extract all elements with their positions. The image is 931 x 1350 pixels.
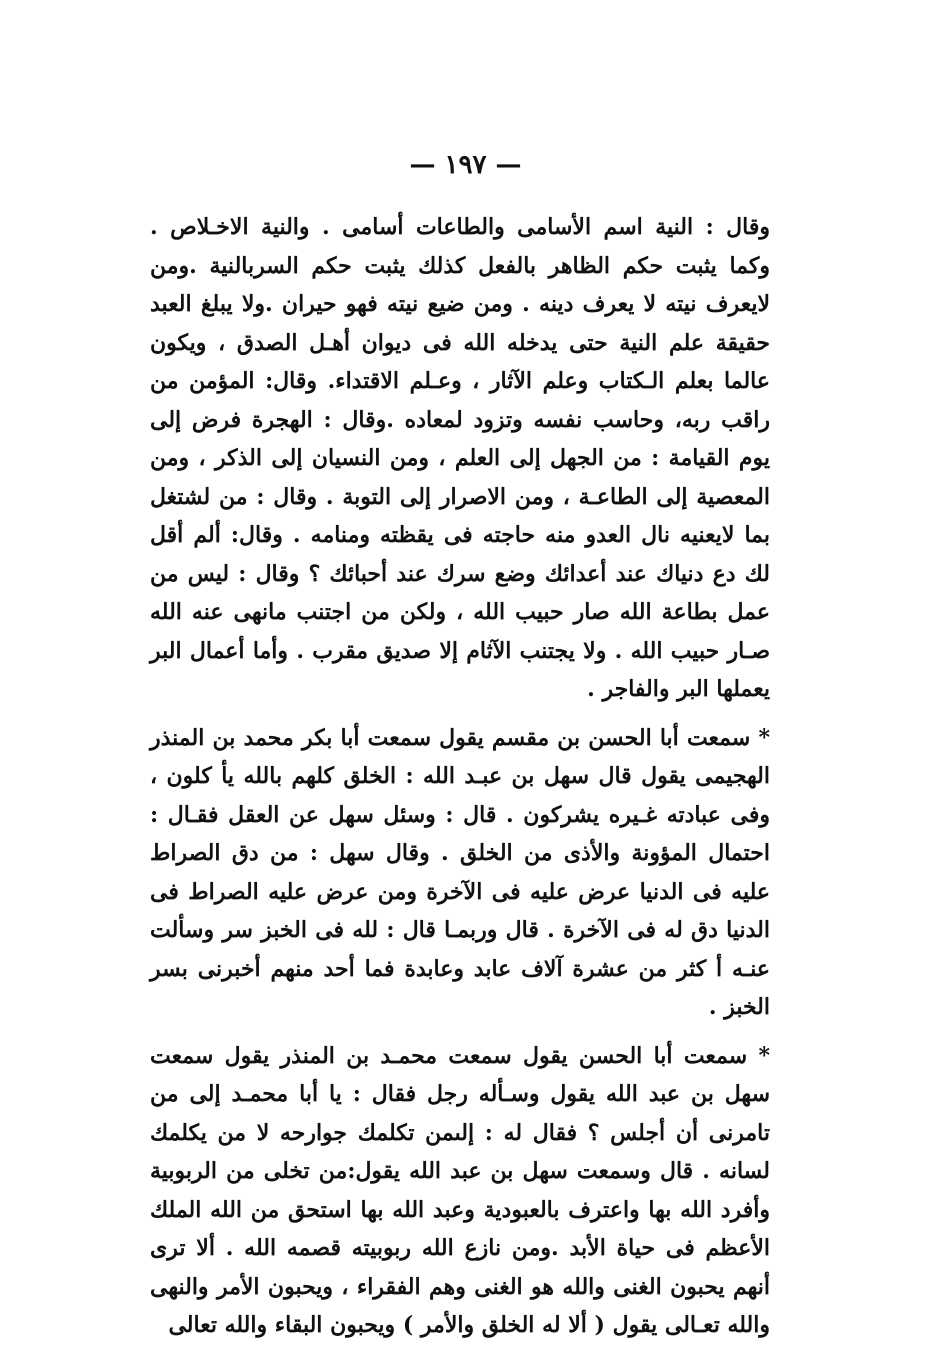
page-body-text: [150, 208, 770, 1345]
page-number: — ١٩٧ —: [409, 150, 522, 180]
paragraph-3: * سمعت أبا الحسن يقول سمعت محمـد بن المنذر يقول سمعت سهل بن عبد الله يقول وسـأله رجل فقال : يا أبا محمـد إلى من تامرنى أن أجلس ؟ فقال له : إلىمن تكلمك جوارحه لا من يكلمك لسانه . قال وسمعت سهل بن عبد الله يقول:من تخلى من الربوبية وأفرد الله بها واعترف بالعبودية وعبد الله بها استحق من الله الملك الأعظم فى حياة الأبد .ومن نازع الله ربوبيته قصمه الله . ألا ترى أنهم يحبون الغنى والله هو الغنى وهم الفقراء ، ويحبون الأمر والنهى والله تعـالى يقول ( ألا له الخلق والأمر ) ويحبون البقاء والله تعالى: [150, 1042, 771, 1338]
paragraph-2: * سمعت أبا الحسن بن مقسم يقول سمعت أبا بكر محمد بن المنذر الهجيمى يقول قال سهل بن عبـد الله : الخلق كلهم بالله يأ كلون ، وفى عبادته غـيره يشركون . قال : وسئل سهل عن العقل فقـال : احتمال المؤونة والأذى من الخلق . وقال سهل : من دق الصراط عليه فى الدنيا عرض عليه فى الآخرة ومن عرض عليه الصراط فى الدنيا دق له فى الآخرة . قال وربمـا قال : لله فى الخبز سر وسألت عنـه أ كثر من عشرة آلاف عابد وعابدة فما أحد منهم أخبرنى بسر الخبز .: [150, 724, 770, 1020]
paragraph-1: وقال : النية اسم الأسامى والطاعات أسامى . والنية الاخـلاص . وكما يثبت حكم الظاهر بالفعل كذلك يثبت حكم السربالنية .ومن لايعرف نيته لا يعرف دينه . ومن ضيع نيته فهو حيران .ولا يبلغ العبد حقيقة علم النية حتى يدخله الله فى ديوان أهـل الصدق ، ويكون عالما بعلم الـكتاب وعلم الآثار ، وعـلم الاقتداء. وقال: المؤمن من راقب ربه، وحاسب نفسه وتزود لمعاده .وقال : الهجرة فرض إلى يوم القيامة : من الجهل إلى العلم ، ومن النسيان إلى الذكر ، ومن المعصية إلى الطاعـة ، ومن الاصرار إلى التوبة . وقال : من لشتغل بما لايعنيه نال العدو منه حاجته فى يقظته ومنامه . وقال: ألم أقل لك دع دنياك عند أعدائك وضع سرك عند أحبائك ؟ وقال : ليس من عمل بطاعة الله صار حبيب الله ، ولكن من اجتنب مانهى عنه الله صـار حبيب الله . ولا يجتنب الآثام إلا صديق مقرب . وأما أعمال البر يعملها البر والفاجر .: [150, 214, 770, 702]
